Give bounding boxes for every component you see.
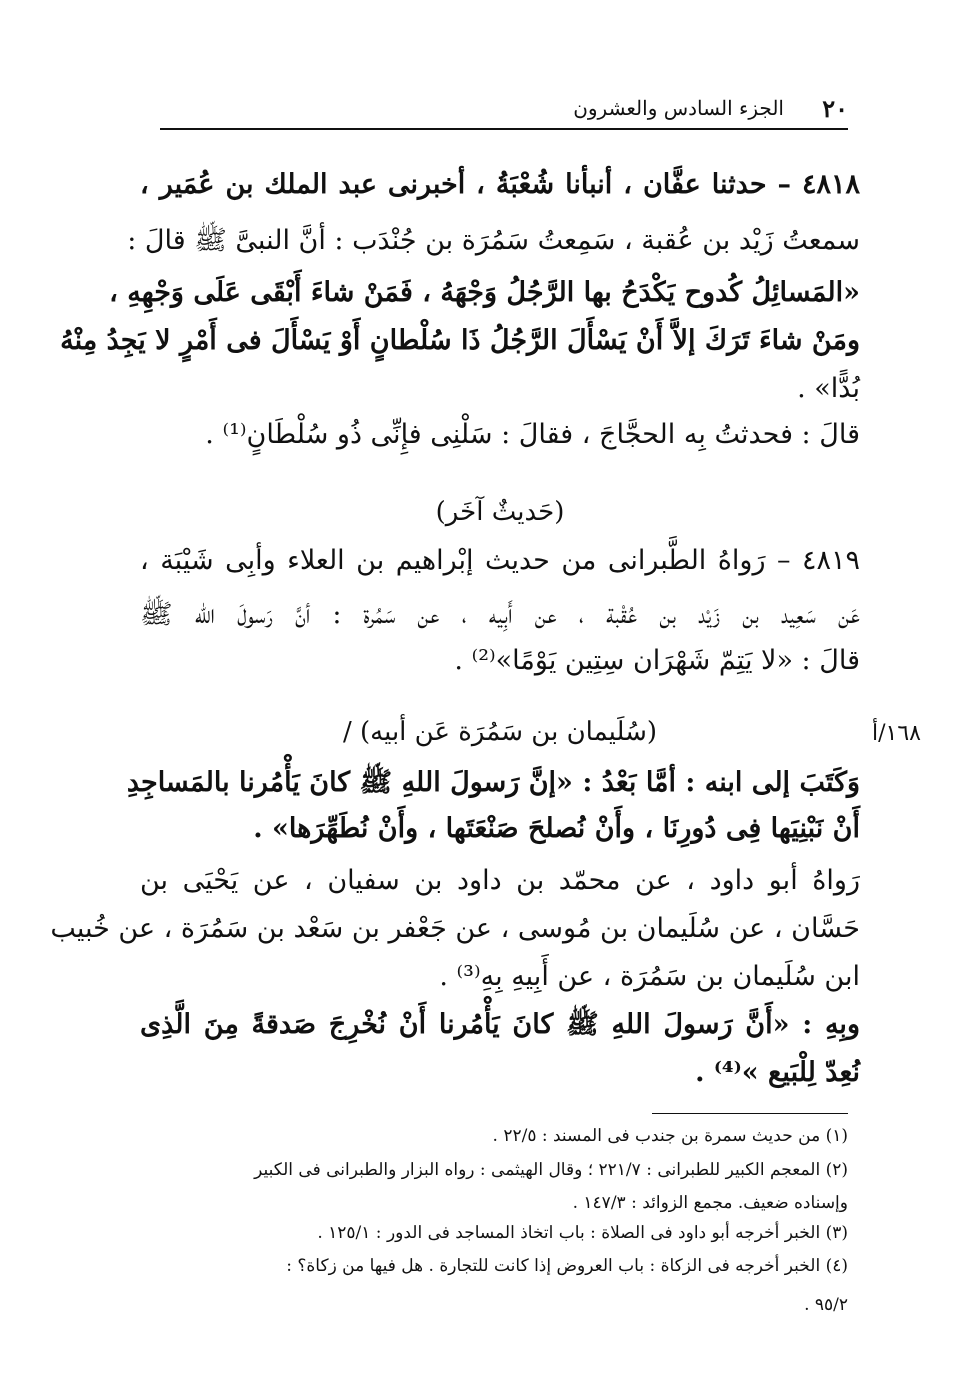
footnote-separator — [652, 1113, 848, 1114]
footnote-3: (٣) الخبر أخرجه أبو داود فى الصلاة : باب اتخاذ المساجد فى الدور : ١٢٥/١ . — [317, 1223, 848, 1243]
hadith-4818-line-5: بُدًّا» . — [797, 373, 860, 404]
section-heading-another-hadith: (حَديثٌ آخَر) — [435, 497, 565, 527]
page-number: ٢٠ — [822, 94, 848, 123]
section-heading-sulayman: (سُلَيمان بن سَمُرَة عَن أبيه) / — [342, 717, 658, 747]
footnote-1: (١) من حديث سمرة بن جندب فى المسند : ٢٢/٥ . — [492, 1126, 848, 1146]
footnote-4: (٤) الخبر أخرجه فى الزكاة : باب العروض إذا كانت للتجارة . هل فيها من زكاة؟ : — [286, 1256, 848, 1276]
hadith-4818-line-3: «المَسائِلُ كُدوح يَكْدَحُ بها الرَّجُلُ وَجْهَهُ ، فَمَنْ شاءَ أَبْقَى عَلَى وَجْهِهِ ، — [109, 277, 860, 308]
hadith-4819-line-1: ٤٨١٩ – رَواهُ الطَّبرانى من حديث إبْراهيم بن العلاء وأبِى شَيْبَة ، — [140, 545, 860, 576]
isnad-line-2: حَسَّان ، عن سُلَيمان بن مُوسى ، عن جَعْفر بن سَعْد بن سَمُرَة ، عن خُبيب — [50, 913, 860, 944]
footnote-2-continued: وإسناده ضعيف. مجمع الزوائد : ١٤٧/٣ . — [572, 1193, 848, 1213]
hadith-4819-line-2: عَن سَعِيد بن زَيْد بن عُقْبة ، عن أَبِيه ، عن سَمُرة : أنَّ رَسولَ الله ﷺ — [140, 599, 860, 630]
hadith-4818-line-1: ٤٨١٨ – حدثنا عفَّان ، أنبأنا شُعْبَةُ ، أخبرنى عبد الملك بن عُمَير ، — [140, 169, 860, 200]
letter-line-1: وَكَتَبَ إلى ابنه : أمَّا بَعْدُ : «إنَّ رَسولَ اللهِ ﷺ كانَ يَأْمُرنا بالمَساجِدِ — [126, 767, 860, 798]
letter-line-2: أَنْ نَبْنِيَها فِى دُورِنَا ، وأَنْ نُصلحَ صَنْعَتَها ، وأَنْ نُطَهِّرَها» . — [253, 813, 860, 844]
running-title: الجزء السادس والعشرون — [573, 96, 784, 120]
footnote-4-continued: ٩٥/٢ . — [804, 1295, 848, 1315]
page-header — [160, 88, 848, 130]
wabihi-line-2: نُعِدّ لِلْبَيع »⁽⁴⁾ . — [695, 1057, 860, 1088]
hadith-4818-line-2: سمعتُ زَيْد بن عُقبة ، سَمِعتُ سَمُرَة بن جُنْدَب : أنَّ النبىَّ ﷺ قالَ : — [127, 225, 860, 256]
folio-margin-note: ١٦٨/أ — [872, 721, 921, 746]
footnote-2: (٢) المعجم الكبير للطبرانى : ٢٢١/٧ ؛ وقال الهيثمى : رواه البزار والطبرانى فى الكبير — [254, 1160, 848, 1180]
isnad-line-3: ابن سُلَيمان بن سَمُرَة ، عن أَبِيهِ بِهِ⁽³⁾ . — [439, 961, 860, 992]
isnad-line-1: رَواهُ أبو داود ، عن محمّد بن داود بن سفيان ، عن يَحْيَى بن — [140, 865, 860, 896]
hadith-4818-line-4: ومَنْ شاءَ تَرَكَ إلاَّ أَنْ يَسْأَلَ الرَّجُلُ ذَا سُلْطانٍ أَوْ يَسْأَلَ فى أَمْرٍ لا يَجِدُ مِنْهُ — [60, 325, 860, 356]
wabihi-line-1: وبِهِ : «أَنَّ رَسولَ اللهِ ﷺ كانَ يَأْمُرنا أَنْ نُخْرِجَ صَدقةً مِنَ الَّذِى — [140, 1009, 860, 1040]
hadith-4818-line-6: قالَ : فحدثتُ بِه الحجَّاجَ ، فقالَ : سَلْنِى فإِنِّى ذُو سُلْطَانٍ⁽¹⁾ . — [205, 419, 860, 450]
hadith-4819-line-3: قالَ : «لا يَتِمّ شَهْرَان سِتِين يَوْمًا»⁽²⁾ . — [454, 645, 860, 676]
